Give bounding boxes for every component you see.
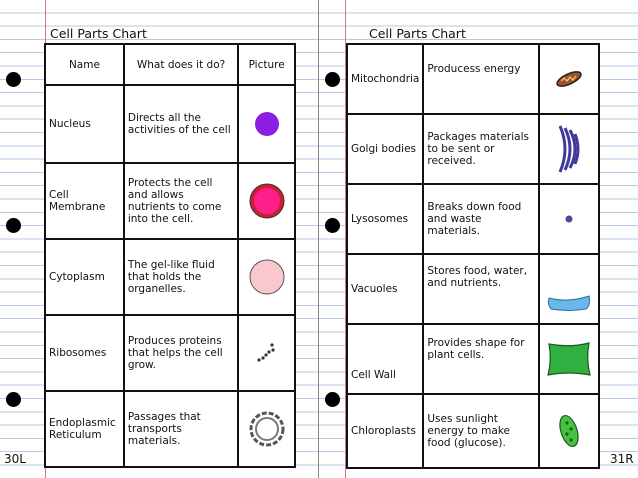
part-function: Stores food, water, and nutrients. — [423, 254, 539, 324]
part-name: Golgi bodies — [347, 114, 423, 184]
golgi-bodies-icon — [556, 122, 582, 176]
part-name: Nucleus — [45, 85, 124, 163]
endoplasmic-reticulum-icon — [247, 409, 287, 449]
nucleus-icon — [252, 109, 282, 139]
right-page-title: Cell Parts Chart — [369, 26, 466, 41]
part-name: Cell Wall — [347, 324, 423, 394]
picture-cell — [539, 184, 599, 254]
part-function: Passages that transports materials. — [124, 391, 238, 467]
part-function: Packages materials to be sent or received. — [423, 114, 539, 184]
picture-cell — [539, 44, 599, 114]
table-row — [347, 44, 599, 114]
part-function: Protects the cell and allows nutrients to come into the cell. — [124, 163, 238, 239]
part-name: Cell Membrane — [45, 163, 124, 239]
part-name: Lysosomes — [347, 184, 423, 254]
picture-cell — [238, 163, 295, 239]
left-cell-parts-table — [44, 43, 296, 468]
picture-cell — [539, 394, 599, 468]
table-row — [347, 394, 599, 468]
left-page-title: Cell Parts Chart — [50, 26, 147, 41]
binder-hole — [325, 392, 340, 407]
right-cell-parts-table — [346, 43, 600, 469]
table-row — [347, 114, 599, 184]
chloroplast-icon — [557, 413, 581, 449]
picture-cell — [238, 315, 295, 391]
binder-hole — [6, 392, 21, 407]
table-row — [45, 391, 295, 467]
right-page-number: 31R — [610, 452, 634, 466]
picture-cell — [539, 114, 599, 184]
picture-cell — [539, 254, 599, 324]
part-name: Mitochondria — [347, 44, 423, 114]
picture-cell — [238, 391, 295, 467]
part-name: Chloroplasts — [347, 394, 423, 468]
binder-hole — [6, 72, 21, 87]
header-picture: Picture — [238, 44, 295, 85]
part-name: Endoplasmic Reticulum — [45, 391, 124, 467]
table-row — [45, 239, 295, 315]
cell-membrane-icon — [247, 181, 287, 221]
table-row — [45, 85, 295, 163]
part-function: Breaks down food and waste materials. — [423, 184, 539, 254]
part-function: Uses sunlight energy to make food (glucose). — [423, 394, 539, 468]
vacuole-icon — [546, 293, 592, 313]
table-row — [347, 254, 599, 324]
binder-hole — [325, 72, 340, 87]
cell-wall-icon — [546, 340, 592, 378]
picture-cell — [238, 239, 295, 315]
cytoplasm-icon — [247, 257, 287, 297]
page-divider — [318, 0, 319, 478]
part-name: Vacuoles — [347, 254, 423, 324]
binder-hole — [6, 218, 21, 233]
table-row — [45, 315, 295, 391]
table-row — [347, 184, 599, 254]
mitochondria-icon — [554, 69, 584, 89]
part-function: Directs all the activities of the cell — [124, 85, 238, 163]
picture-cell — [238, 85, 295, 163]
header-function: What does it do? — [124, 44, 238, 85]
picture-cell — [539, 324, 599, 394]
part-name: Ribosomes — [45, 315, 124, 391]
part-function: The gel-like fluid that holds the organelles. — [124, 239, 238, 315]
table-row — [45, 163, 295, 239]
part-function: Producess energy — [423, 44, 539, 114]
ribosomes-icon — [255, 341, 279, 365]
lysosome-icon — [564, 214, 574, 224]
table-row — [347, 324, 599, 394]
binder-hole — [325, 218, 340, 233]
table-header-row — [45, 44, 295, 85]
left-page-number: 30L — [4, 452, 26, 466]
part-function: Provides shape for plant cells. — [423, 324, 539, 394]
part-name: Cytoplasm — [45, 239, 124, 315]
header-name: Name — [45, 44, 124, 85]
part-function: Produces proteins that helps the cell grow. — [124, 315, 238, 391]
